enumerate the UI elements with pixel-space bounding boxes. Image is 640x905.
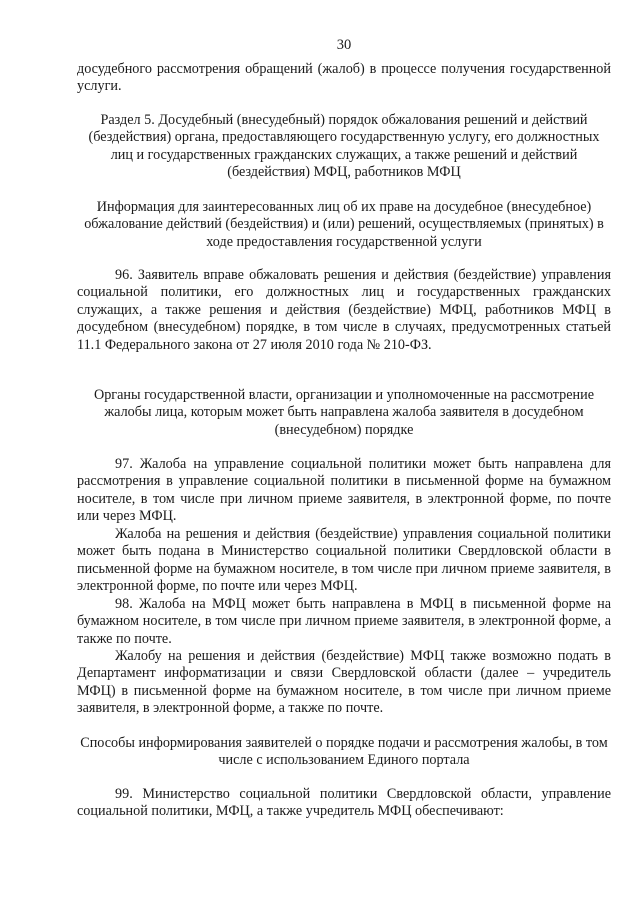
- section-5-heading: Раздел 5. Досудебный (внесудебный) порядок обжалования решений и действий (бездействия) органа, предоставляющего государственную услугу, его должностных лиц и государственных гражданских служащих, а также решений и действий (бездействия) МФЦ, работников МФЦ: [88, 112, 600, 181]
- intro-paragraph: досудебного рассмотрения обращений (жалоб) в процессе получения государственной услуги.: [77, 61, 611, 95]
- paragraph-98-continued: Жалобу на решения и действия (бездействие) МФЦ также возможно подать в Департамент информатизации и связи Свердловской области (далее – учредитель МФЦ) в письменной форме на бумажном носителе, в том числе при личном приеме заявителя, в электронной форме, а также по почте.: [77, 648, 611, 717]
- paragraph-98: 98. Жалоба на МФЦ может быть направлена в МФЦ в письменной форме на бумажном носителе, в том числе при личном приеме заявителя, в электронной форме, а также по почте.: [77, 596, 611, 647]
- paragraph-96: 96. Заявитель вправе обжаловать решения и действия (бездействие) управления социальной политики, его должностных лиц и государственных гражданских служащих, а также решения и действия (бездействие) МФЦ, работников МФЦ в досудебном (внесудебном) порядке, в том числе в случаях, предусмотренных статьей 11.1 Федерального закона от 27 июля 2010 года № 210-ФЗ.: [77, 267, 611, 353]
- methods-heading: Способы информирования заявителей о порядке подачи и рассмотрения жалобы, в том числе с использованием Единого портала: [80, 735, 608, 769]
- paragraph-97: 97. Жалоба на управление социальной политики может быть направлена для рассмотрения в управление социальной политики в письменной форме на бумажном носителе, в том числе при личном приеме заявителя, в электронной форме, по почте или через МФЦ.: [77, 456, 611, 525]
- paragraph-97-continued: Жалоба на решения и действия (бездействие) управления социальной политики может быть подана в Министерство социальной политики Свердловской области в письменной форме на бумажном носителе, в том числе при личном приеме заявителя, в электронной форме, по почте или через МФЦ.: [77, 526, 611, 595]
- info-heading: Информация для заинтересованных лиц об их праве на досудебное (внесудебное) обжалование действий (бездействия) и (или) решений, осуществляемых (принятых) в ходе предоставления государственной услуги: [84, 199, 604, 250]
- organs-heading: Органы государственной власти, организации и уполномоченные на рассмотрение жалобы лица, которым может быть направлена жалоба заявителя в досудебном (внесудебном) порядке: [93, 387, 595, 438]
- paragraph-99: 99. Министерство социальной политики Свердловской области, управление социальной политики, МФЦ, а также учредитель МФЦ обеспечивают:: [77, 786, 611, 820]
- page-number: 30: [336, 37, 352, 53]
